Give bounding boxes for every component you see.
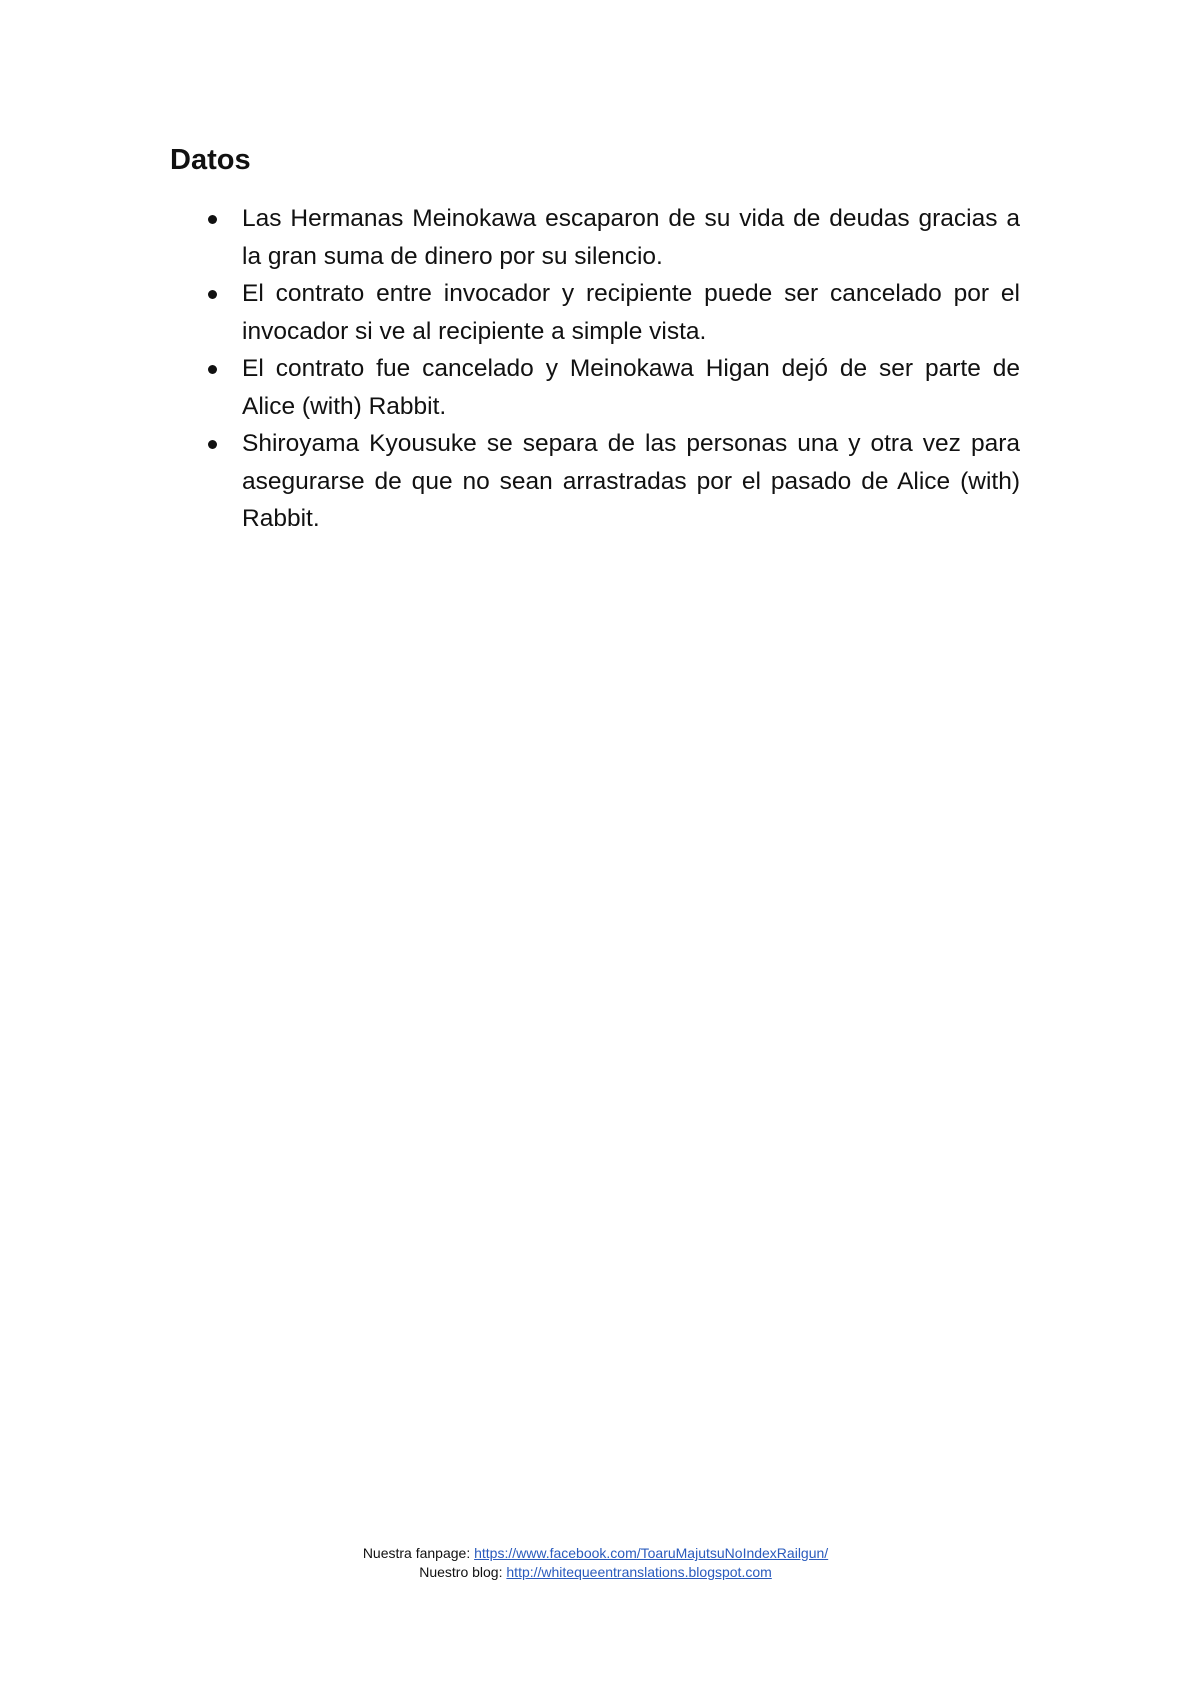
list-item-text: Shiroyama Kyousuke se separa de las personas una y otra vez para asegurarse de que no sean arrastradas por el pasado de Alice (with) Rabbit.	[242, 430, 1020, 532]
list-item-text: El contrato fue cancelado y Meinokawa Higan dejó de ser parte de Alice (with) Rabbit.	[242, 355, 1020, 420]
bullet-icon	[208, 365, 217, 374]
fanpage-link[interactable]: https://www.facebook.com/ToaruMajutsuNoIndexRailgun/	[474, 1545, 829, 1561]
blog-label: Nuestro blog:	[419, 1564, 507, 1580]
bullet-icon	[208, 290, 217, 299]
list-item	[208, 200, 1020, 275]
list-item-text: Las Hermanas Meinokawa escaparon de su vida de deudas gracias a la gran suma de dinero por su silencio.	[242, 205, 1020, 270]
bullet-icon	[208, 215, 217, 224]
list-item	[208, 350, 1020, 425]
page-footer	[0, 1544, 1191, 1582]
blog-link[interactable]: http://whitequeentranslations.blogspot.com	[506, 1564, 772, 1580]
footer-blog-line	[0, 1563, 1191, 1582]
list-item	[208, 275, 1020, 350]
section-heading: Datos	[170, 144, 251, 176]
bullet-list	[208, 200, 1020, 538]
bullet-icon	[208, 440, 217, 449]
fanpage-label: Nuestra fanpage:	[362, 1545, 475, 1561]
list-item-text: El contrato entre invocador y recipiente puede ser cancelado por el invocador si ve al recipiente a simple vista.	[242, 280, 1020, 345]
footer-fanpage-line	[0, 1544, 1191, 1563]
list-item	[208, 425, 1020, 538]
